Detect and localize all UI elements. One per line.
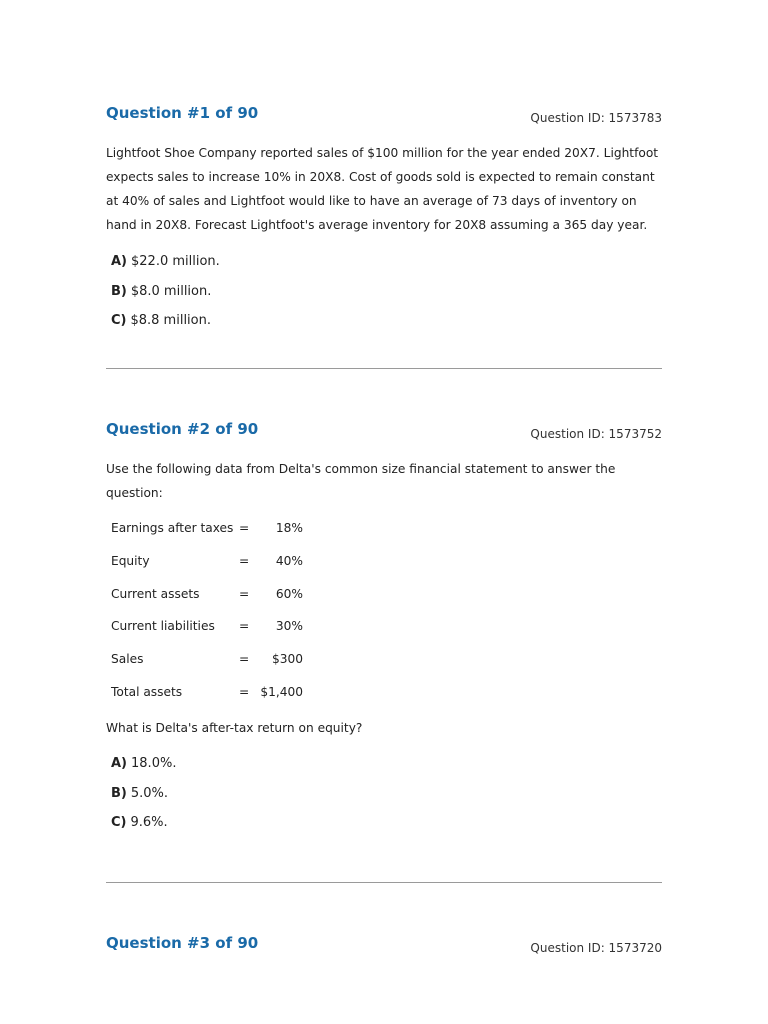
row-value: 40% — [275, 554, 303, 569]
answer-options — [106, 749, 662, 838]
question-divider — [106, 882, 662, 883]
table-row — [111, 610, 303, 643]
row-value: $1,400 — [260, 684, 303, 699]
row-label: Current assets — [111, 586, 200, 601]
row-equals: = — [239, 521, 250, 536]
question-stem: Use the following data from Delta's common size financial statement to answer the question: — [106, 462, 616, 500]
question-block-1 — [106, 104, 662, 336]
question-stem: Lightfoot Shoe Company reported sales of $100 million for the year ended 20X7. Lightfoot expects sales to increase 10% in 20X8. Cost of goods sold is expected to remain constant at 40% of sales and Lightfoot would like to have an average of 73 days of inventory on hand in 20X8. Forecast Lightfoot's average inventory for 20X8 assuming a 365 day year. — [106, 146, 659, 232]
option-text: 18.0%. — [131, 756, 177, 772]
question-followup: What is Delta's after-tax return on equity? — [106, 721, 363, 736]
option-letter: A) — [111, 756, 128, 772]
option-text: $22.0 million. — [131, 254, 220, 269]
table-row — [111, 643, 303, 676]
answer-option-b[interactable] — [111, 779, 662, 809]
question-title: Question #2 of 90 — [106, 420, 259, 438]
question-block-3 — [106, 934, 662, 964]
row-value: 60% — [275, 586, 303, 601]
answer-options — [106, 247, 662, 336]
option-text: $8.8 million. — [130, 313, 211, 328]
answer-option-b[interactable] — [111, 277, 662, 307]
option-letter: B) — [111, 283, 127, 299]
row-equals: = — [239, 554, 250, 569]
question-id: Question ID: 1573752 — [530, 427, 662, 441]
answer-option-c[interactable] — [111, 306, 662, 336]
row-equals: = — [239, 652, 250, 667]
row-label: Current liabilities — [111, 619, 215, 634]
table-row — [111, 577, 303, 610]
row-label: Earnings after taxes — [111, 521, 234, 536]
question-title: Question #3 of 90 — [106, 934, 259, 952]
row-equals: = — [239, 684, 250, 699]
option-text: 5.0%. — [130, 785, 169, 801]
answer-option-a[interactable] — [111, 247, 662, 277]
row-label: Total assets — [111, 684, 183, 699]
question-title: Question #1 of 90 — [106, 104, 259, 122]
question-header — [106, 420, 662, 450]
row-value: 30% — [275, 619, 303, 634]
row-label: Sales — [111, 652, 144, 667]
table-row — [111, 512, 303, 545]
question-header — [106, 934, 662, 964]
option-text: 9.6%. — [130, 815, 168, 831]
question-divider — [106, 368, 662, 369]
table-row — [111, 675, 303, 708]
option-letter: C) — [111, 313, 127, 328]
question-id: Question ID: 1573720 — [530, 941, 662, 955]
row-equals: = — [239, 586, 250, 601]
option-letter: A) — [111, 254, 128, 269]
question-header — [106, 104, 662, 134]
question-block-2 — [106, 420, 662, 838]
option-letter: B) — [111, 785, 127, 801]
financial-data-table — [111, 512, 303, 708]
option-text: $8.0 million. — [130, 283, 212, 299]
row-equals: = — [239, 619, 250, 634]
option-letter: C) — [111, 815, 127, 831]
question-id: Question ID: 1573783 — [530, 111, 662, 125]
table-row — [111, 545, 303, 578]
answer-option-a[interactable] — [111, 749, 662, 779]
row-value: 18% — [275, 521, 303, 536]
answer-option-c[interactable] — [111, 808, 662, 838]
row-value: $300 — [271, 652, 303, 667]
row-label: Equity — [111, 554, 150, 569]
